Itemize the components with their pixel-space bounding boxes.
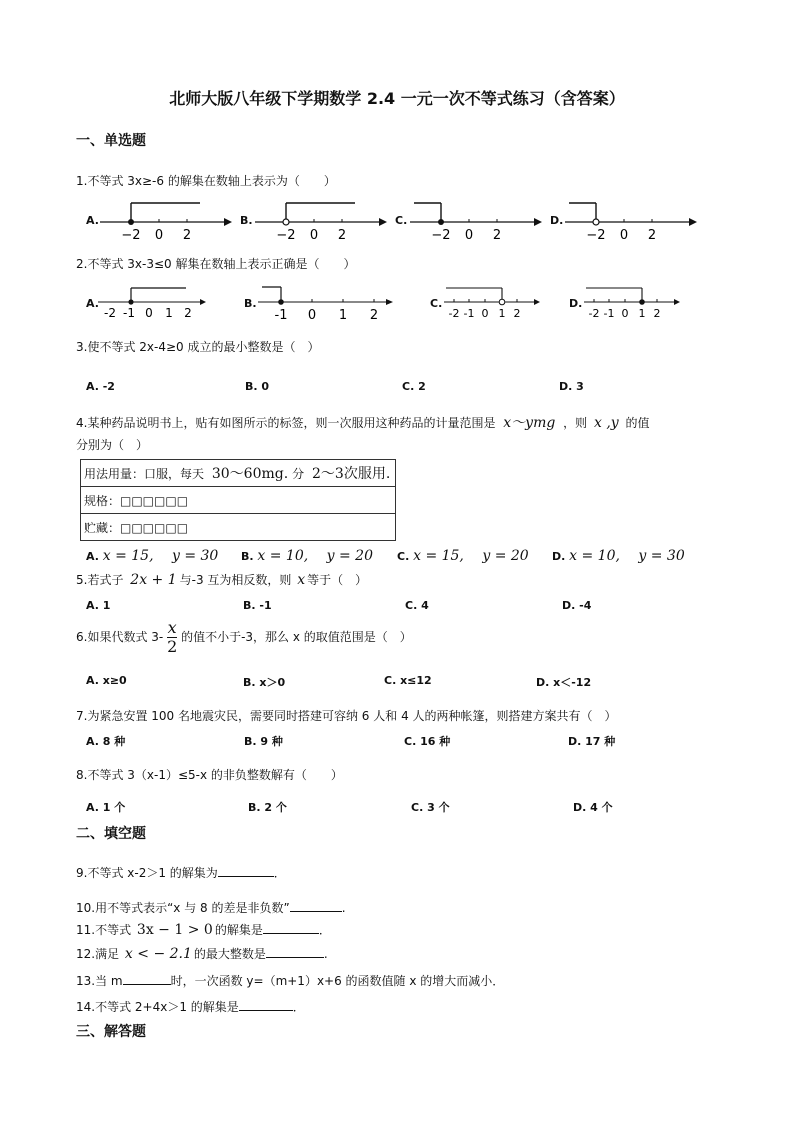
tick-label: −2 (431, 228, 451, 243)
q9-text-part-a: 9.不等式 x-2＞1 的解集为 (76, 866, 218, 880)
tick-label: -1 (274, 308, 288, 322)
fraction-denominator: 2 (167, 637, 178, 656)
q12-text-part-c: . (323, 947, 328, 961)
tick-label: 1 (165, 306, 173, 320)
q4-option-d-letter: D. (552, 550, 566, 563)
q5-option-b: B. -1 (243, 599, 272, 612)
question-5-text (76, 571, 367, 588)
q1-option-c-number-line (406, 198, 546, 244)
tick-label: 2 (513, 307, 521, 320)
tick-label: 1 (338, 308, 348, 322)
tick-label: 2 (492, 228, 502, 243)
q7-option-d: D. 17 种 (568, 735, 616, 748)
question-13-text (76, 972, 504, 989)
q5-text-part-a: 5.若式子 (76, 573, 124, 587)
q5-x-math: x (297, 572, 306, 588)
question-6-text (76, 620, 412, 655)
question-9-text (76, 864, 286, 881)
label-cell-dosage (81, 460, 396, 487)
open-dot (593, 219, 599, 225)
question-14-text (76, 998, 305, 1015)
q5-option-a: A. 1 (86, 599, 111, 612)
q6-text-part-b: 的值不小于-3，那么 x 的取值范围是（ ） (181, 630, 412, 644)
q10-answer-blank[interactable] (290, 899, 342, 912)
q13-text-part-b: 时，一次函数 y=（m+1）x+6 的函数值随 x 的增大而减小． (170, 974, 505, 988)
q12-inequality-math: x < − 2.1 (124, 946, 192, 962)
tick-label: −2 (586, 228, 606, 243)
q14-text-part-b: ． (292, 1000, 305, 1014)
question-11-text (76, 921, 331, 938)
tick-label: 0 (154, 228, 164, 243)
q2-option-c-number-line (442, 284, 542, 324)
dosage-split-text: 分 (292, 467, 305, 481)
q4-option-a-letter: A. (86, 550, 99, 563)
q9-text-part-b: ． (273, 866, 286, 880)
q12-text-part-b: 的最大整数是 (193, 947, 266, 961)
tick-label: -2 (448, 307, 460, 320)
q10-text-part-b: . (341, 901, 346, 915)
q2-option-a-number-line (96, 282, 208, 322)
tick-label: 2 (369, 308, 379, 322)
q2-option-c-label: C. (430, 297, 443, 310)
q4-option-b-math: x = 10, y = 20 (257, 548, 374, 564)
axis-arrow-icon (200, 299, 206, 305)
axis-arrow-icon (689, 218, 697, 226)
q1-option-d-number-line (561, 198, 701, 244)
q4-option-d (552, 545, 685, 565)
q4-option-a-math: x = 15, y = 30 (102, 548, 219, 564)
tick-label: 0 (307, 308, 317, 322)
open-dot (499, 299, 505, 305)
tick-label: 2 (184, 306, 192, 320)
question-10-text (76, 899, 346, 916)
label-row-storage (81, 514, 396, 541)
q4-text-part-a: 4.某种药品说明书上，贴有如图所示的标签，则一次服用这种药品的计量范围是 (76, 416, 496, 430)
q12-answer-blank[interactable] (266, 945, 324, 958)
closed-dot (128, 299, 133, 304)
q11-text-part-c: ． (318, 923, 331, 937)
q14-text-part-a: 14.不等式 2+4x＞1 的解集是 (76, 1000, 239, 1014)
tick-label: -1 (123, 306, 135, 320)
q8-option-b: B. 2 个 (248, 801, 287, 814)
closed-dot (639, 299, 645, 305)
tick-label: −2 (276, 228, 296, 243)
axis-arrow-icon (379, 218, 387, 226)
q4-option-b-letter: B. (241, 550, 254, 563)
tick-label: 0 (464, 228, 474, 243)
open-dot (283, 219, 289, 225)
axis-arrow-icon (534, 299, 540, 305)
q4-option-a (86, 545, 218, 565)
q5-expression-math: 2x + 1 (130, 572, 177, 588)
q4-text-part-b: ，则 (563, 416, 588, 430)
tick-label: 2 (182, 228, 192, 243)
q13-text-part-a: 13.当 m (76, 974, 123, 988)
q13-answer-blank[interactable] (123, 972, 171, 985)
closed-dot (128, 219, 134, 225)
q8-option-d: D. 4 个 (573, 801, 613, 814)
tick-label: 1 (498, 307, 506, 320)
tick-label: -1 (463, 307, 475, 320)
dosage-times: 2～3次服用. (312, 466, 391, 482)
q6-option-a: A. x≥0 (86, 674, 127, 687)
q7-option-a: A. 8 种 (86, 735, 126, 748)
tick-label: 2 (647, 228, 657, 243)
q3-option-d: D. 3 (559, 380, 584, 393)
q2-option-d-label: D. (569, 297, 583, 310)
closed-dot (278, 299, 284, 305)
tick-label: -2 (588, 307, 600, 320)
axis-arrow-icon (224, 218, 232, 226)
question-7-text: 7.为紧急安置 100 名地震灾民，需要同时搭建可容纳 6 人和 4 人的两种帐篷，则搭建方案共有（ ） (76, 709, 617, 723)
axis-arrow-icon (386, 299, 393, 305)
tick-label: 1 (638, 307, 646, 320)
q5-text-part-b: 与-3 互为相反数，则 (179, 573, 292, 587)
section-heading-solve: 三、解答题 (76, 1024, 146, 1040)
page-title: 北师大版八年级下学期数学 2.4 一元一次不等式练习（含答案） (169, 89, 625, 108)
q6-text-part-a: 6.如果代数式 3- (76, 630, 164, 644)
axis-arrow-icon (674, 299, 680, 305)
label-cell-storage: 贮藏：□□□□□□ (81, 514, 396, 541)
q5-option-c: C. 4 (405, 599, 429, 612)
q2-option-a-label: A. (86, 297, 99, 310)
tick-label: −2 (121, 228, 141, 243)
q6-option-c: C. x≤12 (384, 674, 432, 687)
q4-range-math: x～ymg (503, 415, 556, 431)
q4-text-part-d: 分别为（ ） (76, 438, 149, 452)
q2-option-b-number-line (256, 282, 396, 322)
q6-option-d: D. x＜-12 (536, 676, 592, 689)
q3-option-c: C. 2 (402, 380, 426, 393)
q4-option-d-math: x = 10, y = 30 (569, 548, 685, 564)
q14-answer-blank[interactable] (239, 998, 293, 1011)
q1-option-b-number-line (251, 198, 391, 244)
q6-fraction (167, 620, 177, 655)
question-12-text (76, 945, 328, 962)
q11-text-part-b: 的解集是 (214, 923, 263, 937)
q4-option-c-letter: C. (397, 550, 410, 563)
q4-option-c-math: x = 15, y = 20 (413, 548, 529, 564)
tick-label: 0 (619, 228, 629, 243)
question-2-text: 2.不等式 3x-3≤0 解集在数轴上表示正确是（ ） (76, 257, 356, 271)
q7-option-b: B. 9 种 (244, 735, 283, 748)
label-row-spec (81, 487, 396, 514)
q4-option-b (241, 545, 373, 565)
q9-answer-blank[interactable] (218, 864, 274, 877)
tick-label: 2 (653, 307, 661, 320)
tick-label: 0 (621, 307, 629, 320)
dosage-label-text: 用法用量：口服，每天 (84, 467, 205, 481)
q11-answer-blank[interactable] (263, 921, 319, 934)
q6-option-b: B. x＞0 (243, 676, 286, 689)
q8-option-a: A. 1 个 (86, 801, 126, 814)
q1-option-a-label: A. (86, 214, 99, 227)
q4-option-c (397, 545, 529, 565)
tick-label: 0 (145, 306, 153, 320)
q8-option-c: C. 3 个 (411, 801, 450, 814)
q2-option-d-number-line (582, 284, 682, 324)
label-row-dosage (81, 460, 396, 487)
section-heading-fill-blank: 二、填空题 (76, 826, 146, 842)
q1-option-a-number-line (96, 198, 236, 244)
section-heading-single-choice: 一、单选题 (76, 133, 146, 149)
medicine-label-table (80, 459, 396, 541)
closed-dot (438, 219, 444, 225)
q2-option-b-label: B. (244, 297, 257, 310)
question-3-text: 3.使不等式 2x-4≥0 成立的最小整数是（ ） (76, 340, 320, 354)
q11-text-part-a: 11.不等式 (76, 923, 132, 937)
q3-option-a: A. -2 (86, 380, 115, 393)
question-4-text (76, 412, 650, 432)
q1-option-b-label: B. (240, 214, 253, 227)
q5-text-part-c: 等于（ ） (307, 573, 368, 587)
tick-label: 0 (481, 307, 489, 320)
tick-label: -2 (104, 306, 116, 320)
q12-text-part-a: 12.满足 (76, 947, 120, 961)
question-8-text: 8.不等式 3（x-1）≤5-x 的非负整数解有（ ） (76, 768, 343, 782)
fraction-numerator: x (167, 618, 177, 637)
q1-option-c-label: C. (395, 214, 408, 227)
axis-arrow-icon (534, 218, 542, 226)
tick-label: -1 (603, 307, 615, 320)
q11-inequality-math: 3x − 1 > 0 (136, 922, 213, 938)
tick-label: 2 (337, 228, 347, 243)
tick-label: 0 (309, 228, 319, 243)
q4-vars-math: x ,y (594, 415, 619, 431)
q5-option-d: D. -4 (562, 599, 592, 612)
q10-text-part-a: 10.用不等式表示“x 与 8 的差是非负数” (76, 901, 290, 915)
dosage-math: 30～60mg. (211, 466, 289, 482)
q7-option-c: C. 16 种 (404, 735, 451, 748)
q4-text-part-c: 的值 (625, 416, 650, 430)
q1-option-d-label: D. (550, 214, 564, 227)
label-cell-spec: 规格：□□□□□□ (81, 487, 396, 514)
question-1-text: 1.不等式 3x≥-6 的解集在数轴上表示为（ ） (76, 174, 336, 188)
q3-option-b: B. 0 (245, 380, 270, 393)
